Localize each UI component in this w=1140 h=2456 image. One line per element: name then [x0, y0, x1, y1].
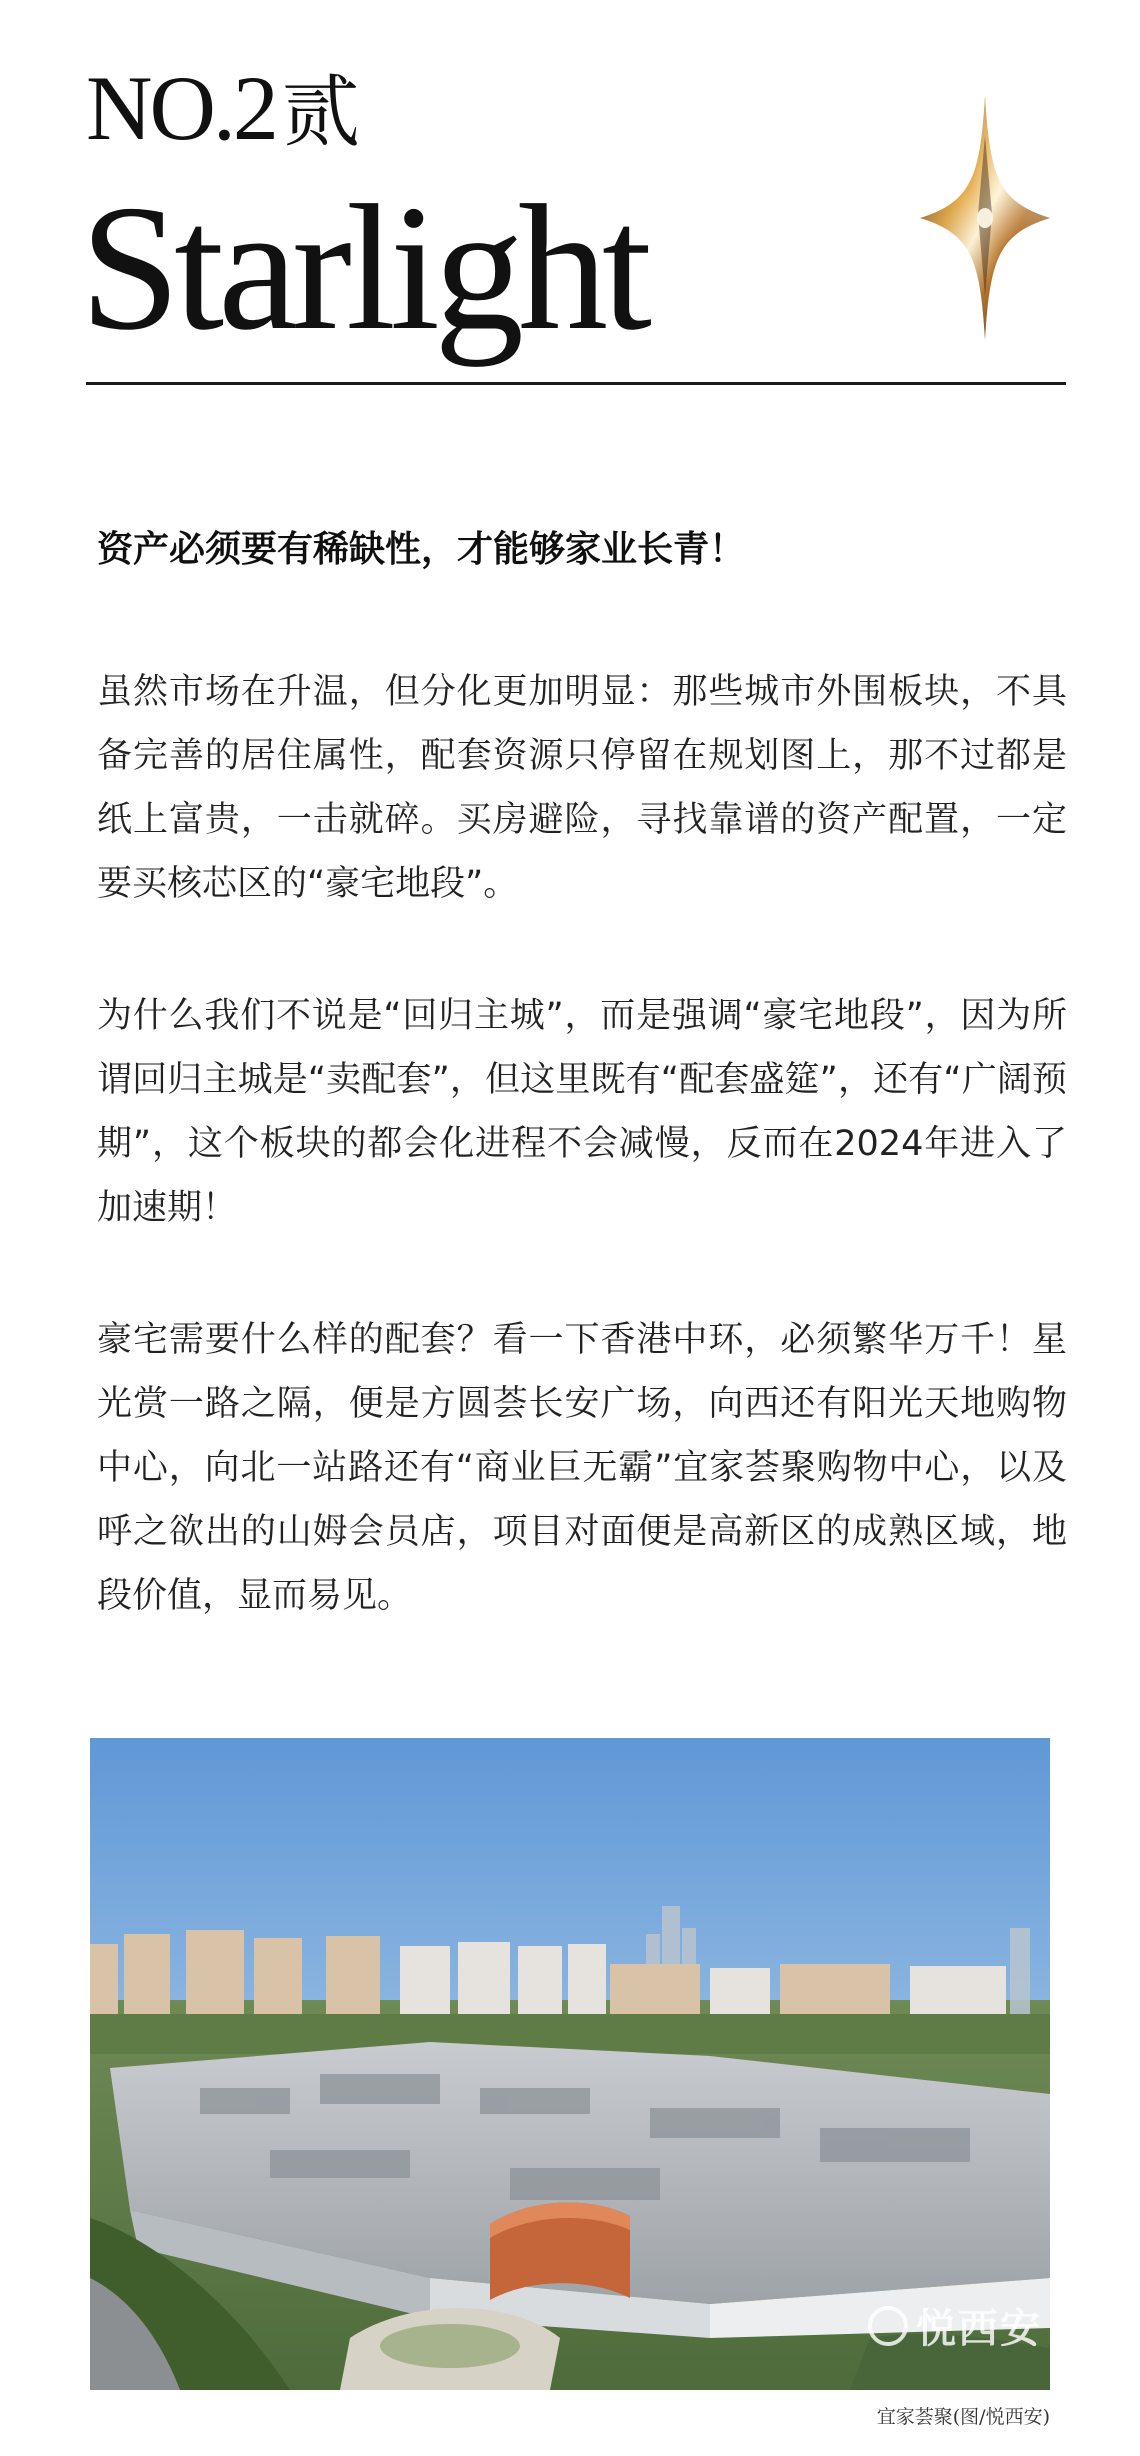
watermark-logo-icon	[868, 2306, 908, 2346]
header-divider	[86, 382, 1066, 385]
watermark-text: 悦西安	[916, 2306, 1042, 2352]
four-point-star-icon	[920, 96, 1050, 340]
article-headline: 资产必须要有稀缺性，才能够家业长青！	[97, 529, 746, 570]
photo-caption: 宜家荟聚(图/悦西安)	[876, 2406, 1050, 2428]
photo-illustration	[90, 1738, 1050, 2390]
photo-watermark	[868, 2297, 1042, 2354]
article-paragraph: 为什么我们不说是“回归主城”，而是强调“豪宅地段”，因为所谓回归主城是“卖配套”，但这里既有“配套盛筵”，还有“广阔预期”，这个板块的都会化进程不会减慢，反而在2024年进入了加速期！	[97, 996, 1067, 1228]
section-number	[86, 58, 360, 163]
section-number-label: NO.2	[86, 57, 276, 159]
article-body	[97, 520, 1067, 1696]
mall-aerial-photo	[90, 1738, 1050, 2390]
article-paragraph: 豪宅需要什么样的配套？看一下香港中环，必须繁华万千！星光赏一路之隔，便是方圆荟长安广场，向西还有阳光天地购物中心，向北一站路还有“商业巨无霸”宜家荟聚购物中心，以及呼之欲出的山姆会员店，项目对面便是高新区的成熟区域，地段价值，显而易见。	[97, 1320, 1067, 1616]
section-title: Starlight	[80, 168, 646, 367]
article-paragraph: 虽然市场在升温，但分化更加明显：那些城市外围板块，不具备完善的居住属性，配套资源只停留在规划图上，那不过都是纸上富贵，一击就碎。买房避险，寻找靠谱的资产配置，一定要买核芯区的“豪宅地段”。	[97, 672, 1067, 904]
section-number-cn: 贰	[281, 68, 360, 158]
header	[0, 0, 1140, 400]
